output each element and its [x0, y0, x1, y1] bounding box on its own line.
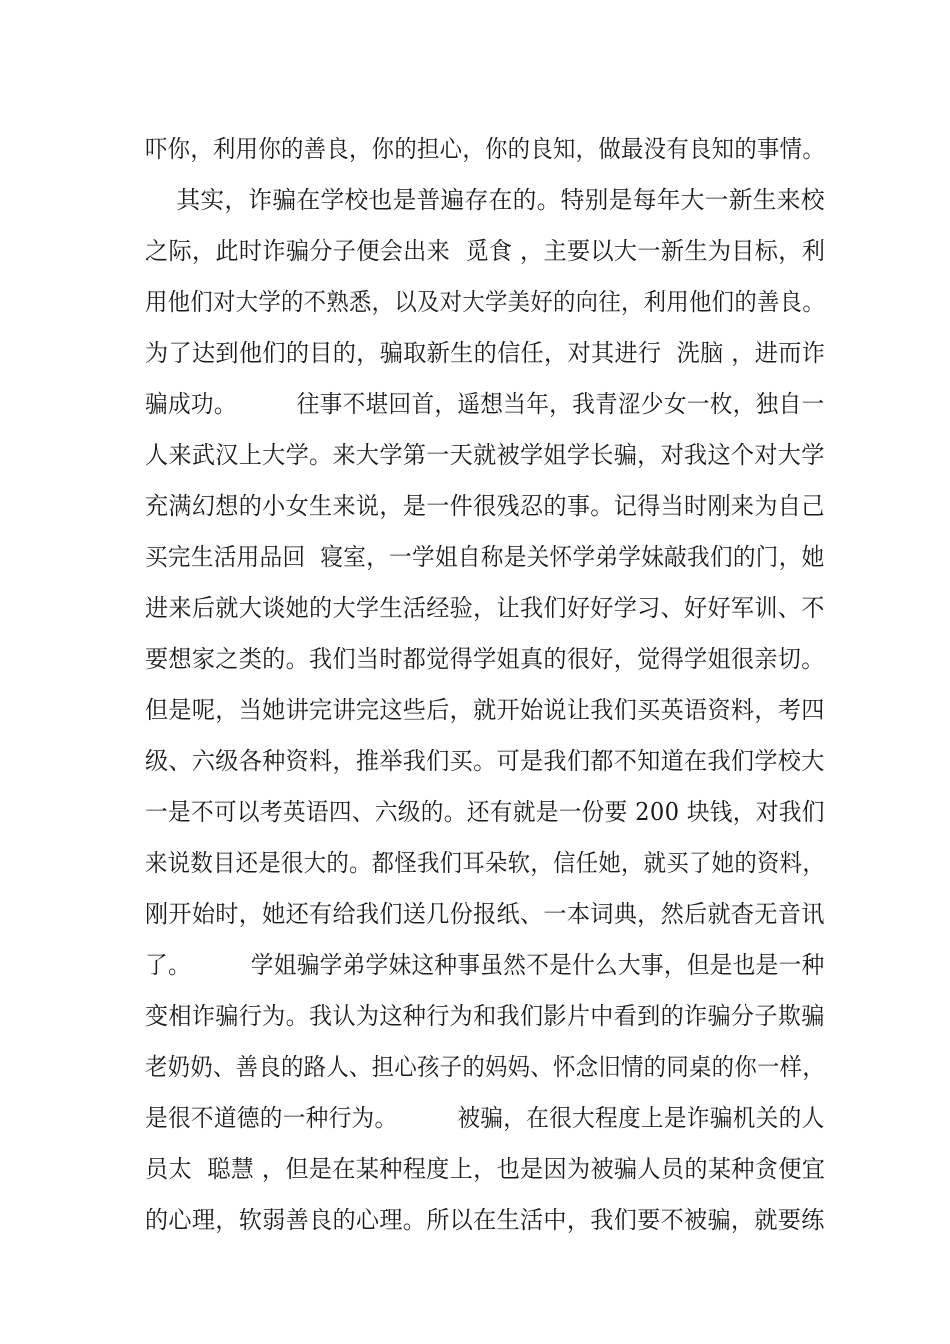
text-line: 一是不可以考英语四、六级的。还有就是一份要 200 块钱，对我们: [145, 798, 825, 826]
text-line: 变相诈骗行为。我认为这种行为和我们影片中看到的诈骗分子欺骗: [145, 1002, 825, 1030]
text-line: 之际，此时诈骗分子便会出来 觅食 ，主要以大一新生为目标，利: [145, 237, 826, 265]
text-line: 刚开始时，她还有给我们送几份报纸、一本词典，然后就杳无音讯: [145, 900, 825, 928]
text-line: 的心理，软弱善良的心理。所以在生活中，我们要不被骗，就要练: [145, 1206, 825, 1234]
text-line: 了。 学姐骗学弟学妹这种事虽然不是什么大事，但是也是一种: [145, 951, 825, 979]
text-line: 但是呢，当她讲完讲完这些后，就开始说让我们买英语资料，考四: [145, 696, 825, 724]
text-line: 老奶奶、善良的路人、担心孩子的妈妈、怀念旧情的同桌的你一样，: [145, 1053, 826, 1081]
text-line: 吓你，利用你的善良，你的担心，你的良知，做最没有良知的事情。: [145, 135, 826, 163]
text-line: 级、六级各种资料，推举我们买。可是我们都不知道在我们学校大: [145, 747, 825, 775]
text-line: 买完生活用品回 寝室，一学姐自称是关怀学弟学妹敲我们的门，她: [145, 543, 825, 571]
text-line: 来说数目还是很大的。都怪我们耳朵软，信任她，就买了她的资料，: [145, 849, 826, 877]
text-line: 其实，诈骗在学校也是普遍存在的。特别是每年大一新生来校: [145, 186, 825, 214]
text-line: 骗成功。 往事不堪回首，遥想当年，我青涩少女一枚，独自一: [145, 390, 825, 418]
text-line: 人来武汉上大学。来大学第一天就被学姐学长骗，对我这个对大学: [145, 441, 825, 469]
text-line: 为了达到他们的目的，骗取新生的信任，对其进行 洗脑 ，进而诈: [145, 339, 826, 367]
text-line: 要想家之类的。我们当时都觉得学姐真的很好，觉得学姐很亲切。: [145, 645, 825, 673]
text-line: 充满幻想的小女生来说，是一件很残忍的事。记得当时刚来为自己: [145, 492, 825, 520]
text-line: 用他们对大学的不熟悉，以及对大学美好的向往，利用他们的善良。: [145, 288, 826, 316]
text-line: 员太 聪慧 ，但是在某种程度上，也是因为被骗人员的某种贪便宜: [145, 1155, 826, 1183]
text-line: 是很不道德的一种行为。 被骗，在很大程度上是诈骗机关的人: [145, 1104, 825, 1132]
text-line: 进来后就大谈她的大学生活经验，让我们好好学习、好好军训、不: [145, 594, 825, 622]
